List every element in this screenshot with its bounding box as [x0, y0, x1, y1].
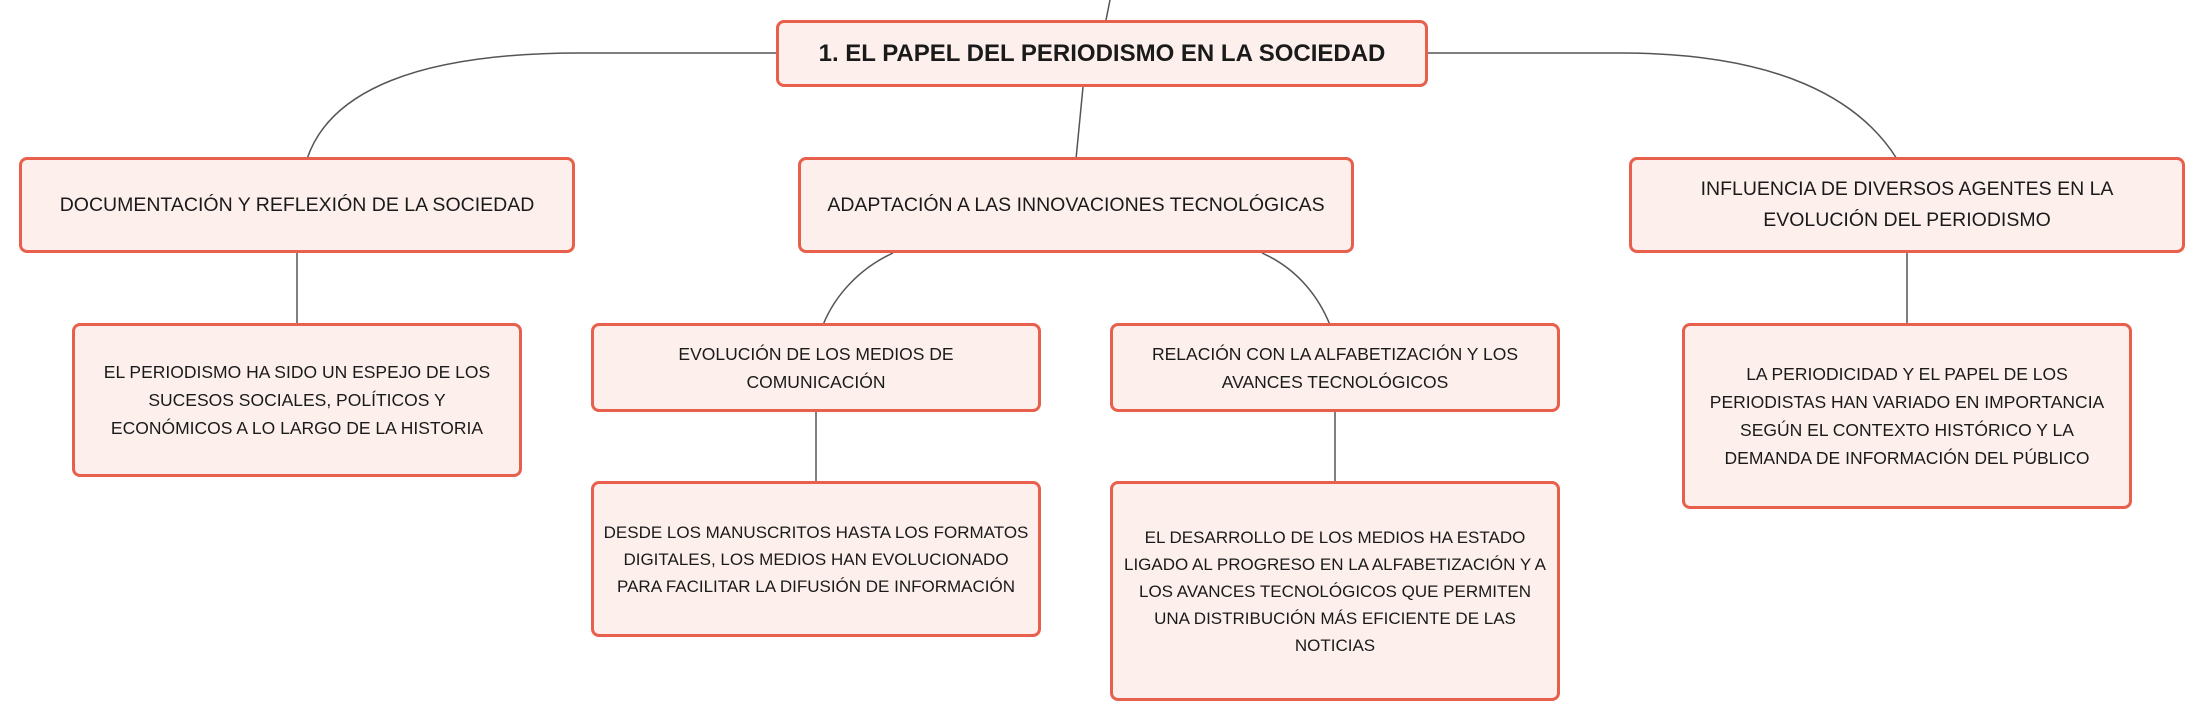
node-periodicidad-text: LA PERIODICIDAD Y EL PAPEL DE LOS PERIODISTAS HAN VARIADO EN IMPORTANCIA SEGÚN EL CONTEXTO HISTÓRICO Y LA DEMANDA DE INFORMACIÓN DEL PÚBLICO: [1709, 364, 2105, 468]
root-node[interactable]: [776, 20, 1428, 87]
connector-adaptacion-to-evolucion: [823, 253, 893, 325]
node-manuscritos[interactable]: [591, 481, 1041, 637]
connector-root-to-adaptacion: [1076, 87, 1083, 159]
node-periodicidad[interactable]: [1682, 323, 2132, 509]
root-node-text: 1. EL PAPEL DEL PERIODISMO EN LA SOCIEDAD: [818, 39, 1386, 67]
connector-root-to-documentacion: [307, 53, 776, 159]
node-influencia[interactable]: [1629, 157, 2185, 253]
node-evolucion[interactable]: [591, 323, 1041, 412]
node-espejo-text: EL PERIODISMO HA SIDO UN ESPEJO DE LOS SUCESOS SOCIALES, POLÍTICOS Y ECONÓMICOS A LO LARGO DE LA HISTORIA: [103, 362, 491, 438]
node-evolucion-text: EVOLUCIÓN DE LOS MEDIOS DE COMUNICACIÓN: [678, 343, 954, 392]
node-influencia-text: INFLUENCIA DE DIVERSOS AGENTES EN LA EVOLUCIÓN DEL PERIODISMO: [1700, 178, 2114, 231]
connector-root-top: [1106, 0, 1110, 20]
node-adaptacion-text: ADAPTACIÓN A LAS INNOVACIONES TECNOLÓGICAS: [827, 193, 1325, 216]
node-relacion-text: RELACIÓN CON LA ALFABETIZACIÓN Y LOS AVANCES TECNOLÓGICOS: [1151, 343, 1518, 392]
connector-adaptacion-to-relacion: [1262, 253, 1330, 325]
node-desarrollo[interactable]: [1110, 481, 1560, 701]
node-documentacion[interactable]: [19, 157, 575, 253]
node-manuscritos-text: DESDE LOS MANUSCRITOS HASTA LOS FORMATOS DIGITALES, LOS MEDIOS HAN EVOLUCIONADO PARA FACILITAR LA DIFUSIÓN DE INFORMACIÓN: [603, 522, 1029, 596]
node-desarrollo-text: EL DESARROLLO DE LOS MEDIOS HA ESTADO LIGADO AL PROGRESO EN LA ALFABETIZACIÓN Y A LOS AVANCES TECNOLÓGICOS QUE PERMITEN UNA DISTRIBUCIÓN MÁS EFICIENTE DE LAS NOTICIAS: [1123, 527, 1546, 655]
node-relacion[interactable]: [1110, 323, 1560, 412]
node-espejo[interactable]: [72, 323, 522, 477]
node-documentacion-text: DOCUMENTACIÓN Y REFLEXIÓN DE LA SOCIEDAD: [59, 193, 535, 216]
connector-root-to-influencia: [1428, 53, 1897, 159]
node-adaptacion[interactable]: [798, 157, 1354, 253]
